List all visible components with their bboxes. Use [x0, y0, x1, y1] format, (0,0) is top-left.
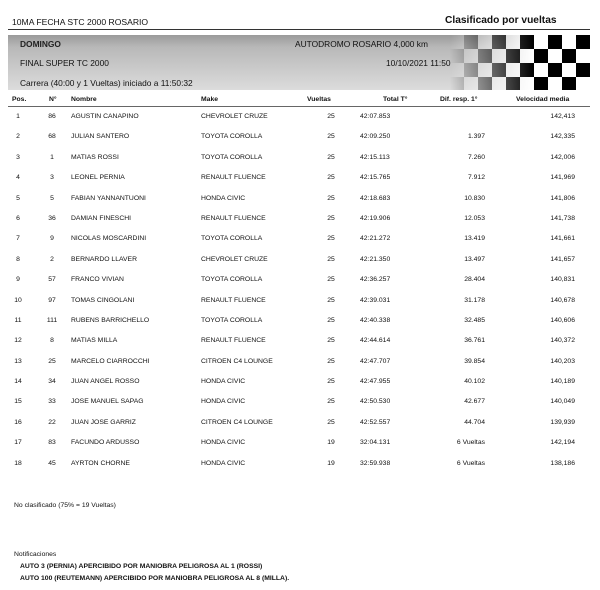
table-row: [0, 169, 600, 189]
average-speed: 139,939: [550, 418, 575, 426]
total-time: 32:04.131: [360, 439, 391, 447]
laps-completed: 25: [327, 316, 335, 324]
column-header-speed: Velocidad media: [516, 96, 570, 103]
total-time: 42:15.113: [360, 153, 390, 161]
car-make: TOYOTA COROLLA: [201, 133, 263, 141]
total-time: 42:21.350: [360, 255, 391, 263]
average-speed: 140,831: [550, 276, 575, 284]
result-position: 11: [14, 316, 22, 324]
driver-name: AGUSTIN CANAPINO: [71, 113, 139, 120]
result-position: 5: [16, 194, 20, 202]
laps-completed: 25: [327, 296, 335, 304]
driver-name: TOMAS CINGOLANI: [71, 296, 135, 304]
gap-to-leader: 44.704: [464, 418, 485, 426]
gap-to-leader: 7.912: [467, 174, 485, 182]
column-header-laps: Vueltas: [307, 96, 331, 103]
gap-to-leader: 40.102: [464, 378, 485, 386]
table-row: [0, 230, 600, 250]
result-position: 16: [14, 418, 22, 426]
car-number: 3: [50, 174, 54, 182]
laps-completed: 25: [327, 133, 335, 141]
event-title: 10MA FECHA STC 2000 ROSARIO: [12, 17, 149, 27]
banner-track: AUTODROMO ROSARIO 4,000 km: [295, 39, 428, 49]
car-number: 1: [50, 153, 54, 161]
car-make: TOYOTA COROLLA: [201, 153, 263, 161]
gap-to-leader: 32.485: [464, 316, 485, 324]
driver-name: MATIAS ROSSI: [71, 153, 119, 161]
average-speed: 138,186: [550, 459, 575, 467]
gap-to-leader: 13.419: [464, 235, 485, 243]
result-position: 15: [14, 398, 22, 406]
car-number: 45: [48, 459, 56, 467]
table-row: [0, 190, 600, 210]
car-number: 5: [50, 194, 54, 202]
car-number: 68: [48, 133, 56, 141]
total-time: 42:36.257: [360, 276, 391, 284]
average-speed: 141,969: [550, 174, 575, 182]
average-speed: 140,372: [550, 337, 575, 345]
car-number: 9: [50, 235, 54, 243]
car-make: CITROEN C4 LOUNGE: [201, 357, 273, 365]
car-make: RENAULT FLUENCE: [201, 296, 266, 304]
laps-completed: 19: [327, 459, 335, 467]
driver-name: MARCELO CIARROCCHI: [71, 357, 150, 365]
result-position: 10: [14, 296, 22, 304]
gap-to-leader: 42.677: [464, 398, 485, 406]
driver-name: RUBENS BARRICHELLO: [71, 316, 150, 324]
car-make: HONDA CIVIC: [201, 459, 246, 467]
table-row: [0, 455, 600, 475]
result-position: 2: [16, 133, 20, 141]
table-row: [0, 312, 600, 332]
total-time: 42:09.250: [360, 133, 391, 141]
result-position: 3: [16, 153, 20, 161]
result-position: 18: [14, 459, 22, 467]
car-make: RENAULT FLUENCE: [201, 337, 266, 345]
car-number: 36: [48, 214, 56, 222]
car-make: CITROEN C4 LOUNGE: [201, 418, 273, 426]
column-header-name: Nombre: [71, 96, 97, 103]
result-position: 9: [16, 276, 20, 284]
table-row: [0, 251, 600, 271]
table-row: [0, 332, 600, 352]
average-speed: 140,678: [550, 296, 575, 304]
total-time: 42:40.338: [360, 316, 391, 324]
driver-name: JOSE MANUEL SAPAG: [71, 398, 144, 406]
average-speed: 142,413: [550, 113, 575, 120]
car-number: 8: [50, 337, 54, 345]
driver-name: JULIAN SANTERO: [71, 133, 130, 141]
total-time: 42:07.853: [360, 113, 391, 120]
not-classified-note: No clasificado (75% = 19 Vueltas): [14, 502, 116, 509]
column-header-pos: Pos.: [12, 96, 27, 103]
total-time: 42:52.557: [360, 418, 391, 426]
car-make: HONDA CIVIC: [201, 398, 246, 406]
total-time: 42:47.707: [360, 357, 391, 365]
gap-to-leader: 6 Vueltas: [456, 439, 485, 447]
average-speed: 141,806: [550, 194, 575, 202]
car-make: RENAULT FLUENCE: [201, 214, 266, 222]
average-speed: 140,203: [550, 357, 575, 365]
gap-to-leader: 31.178: [464, 296, 485, 304]
car-make: CHEVROLET CRUZE: [201, 113, 268, 120]
column-header-num: N°: [49, 96, 57, 103]
column-header-make: Make: [201, 96, 219, 103]
driver-name: LEONEL PERNIA: [71, 174, 125, 182]
header-rule: [8, 29, 590, 30]
laps-completed: 25: [327, 255, 335, 263]
table-row: [0, 210, 600, 230]
table-row: [0, 393, 600, 413]
car-make: RENAULT FLUENCE: [201, 174, 266, 182]
laps-completed: 25: [327, 153, 335, 161]
average-speed: 140,049: [550, 398, 575, 406]
driver-name: FABIAN YANNANTUONI: [71, 194, 146, 202]
table-row: [0, 128, 600, 148]
banner-session: FINAL SUPER TC 2000: [20, 58, 109, 68]
car-make: HONDA CIVIC: [201, 439, 246, 447]
car-make: TOYOTA COROLLA: [201, 276, 263, 284]
average-speed: 141,657: [550, 255, 575, 263]
laps-completed: 25: [327, 337, 335, 345]
result-position: 14: [14, 378, 22, 386]
laps-completed: 25: [327, 194, 335, 202]
average-speed: 140,189: [550, 378, 575, 386]
laps-completed: 25: [327, 235, 335, 243]
laps-completed: 25: [327, 398, 335, 406]
result-position: 7: [16, 235, 20, 243]
notification-item: AUTO 100 (REUTEMANN) APERCIBIDO POR MANIOBRA PELIGROSA AL 8 (MILLA).: [20, 575, 290, 582]
banner-race-info: Carrera (40:00 y 1 Vueltas) iniciado a 11:50:32: [20, 78, 193, 88]
table-row: [0, 353, 600, 373]
table-row: [0, 292, 600, 312]
laps-completed: 25: [327, 214, 335, 222]
average-speed: 140,606: [550, 316, 575, 324]
car-number: 33: [48, 398, 56, 406]
total-time: 32:59.938: [360, 459, 391, 467]
total-time: 42:21.272: [360, 235, 391, 243]
average-speed: 142,006: [550, 153, 575, 161]
driver-name: FACUNDO ARDUSSO: [71, 439, 140, 447]
total-time: 42:50.530: [360, 398, 391, 406]
laps-completed: 25: [327, 276, 335, 284]
driver-name: MATIAS MILLA: [71, 337, 118, 345]
driver-name: DAMIAN FINESCHI: [71, 214, 132, 222]
gap-to-leader: 13.497: [464, 255, 485, 263]
average-speed: 141,738: [550, 214, 575, 222]
banner-day: DOMINGO: [20, 39, 61, 49]
gap-to-leader: 39.854: [464, 357, 485, 365]
car-number: 111: [46, 316, 58, 324]
notification-item: AUTO 3 (PERNIA) APERCIBIDO POR MANIOBRA PELIGROSA AL 1 (ROSSI): [20, 563, 263, 570]
table-row: [0, 434, 600, 454]
total-time: 42:15.765: [360, 174, 391, 182]
document-title: Clasificado por vueltas: [445, 15, 557, 26]
result-position: 4: [16, 174, 20, 182]
car-number: 34: [48, 378, 56, 386]
total-time: 42:44.614: [360, 337, 391, 345]
gap-to-leader: 1.397: [467, 133, 485, 141]
driver-name: BERNARDO LLAVER: [71, 255, 137, 263]
table-row: [0, 373, 600, 393]
result-position: 8: [16, 255, 20, 263]
car-number: 22: [48, 418, 56, 426]
gap-to-leader: 6 Vueltas: [456, 459, 485, 467]
result-position: 1: [16, 113, 20, 120]
car-number: 97: [48, 296, 56, 304]
notifications-title: Notificaciones: [14, 551, 57, 558]
table-header-rule: [8, 106, 590, 107]
laps-completed: 25: [327, 378, 335, 386]
car-make: HONDA CIVIC: [201, 378, 246, 386]
total-time: 42:47.955: [360, 378, 391, 386]
total-time: 42:39.031: [360, 296, 391, 304]
table-row: [0, 108, 600, 128]
laps-completed: 25: [327, 174, 335, 182]
results-table-body: [0, 108, 600, 475]
column-header-total: Total T°: [383, 96, 408, 103]
gap-to-leader: 36.761: [464, 337, 485, 345]
result-position: 12: [14, 337, 22, 345]
laps-completed: 25: [327, 113, 335, 120]
gap-to-leader: 12.053: [464, 214, 485, 222]
column-header-diff: Dif. resp. 1°: [440, 96, 478, 103]
car-make: HONDA CIVIC: [201, 194, 246, 202]
car-number: 2: [50, 255, 54, 263]
table-row: [0, 414, 600, 434]
driver-name: JUAN JOSE GARRIZ: [71, 418, 136, 426]
driver-name: JUAN ANGEL ROSSO: [71, 378, 140, 386]
car-number: 83: [48, 439, 56, 447]
table-row: [0, 271, 600, 291]
driver-name: NICOLAS MOSCARDINI: [71, 235, 147, 243]
car-make: CHEVROLET CRUZE: [201, 255, 268, 263]
average-speed: 141,661: [550, 235, 575, 243]
average-speed: 142,194: [550, 439, 575, 447]
gap-to-leader: 7.260: [467, 153, 485, 161]
banner-date: 10/10/2021 11:50: [386, 58, 451, 68]
total-time: 42:19.906: [360, 214, 391, 222]
laps-completed: 25: [327, 418, 335, 426]
gap-to-leader: 28.404: [464, 276, 485, 284]
car-make: TOYOTA COROLLA: [201, 316, 263, 324]
result-position: 6: [16, 214, 20, 222]
average-speed: 142,335: [550, 133, 575, 141]
driver-name: FRANCO VIVIAN: [71, 276, 124, 284]
session-banner: [8, 35, 590, 90]
laps-completed: 25: [327, 357, 335, 365]
car-number: 86: [48, 113, 56, 120]
total-time: 42:18.683: [360, 194, 391, 202]
car-number: 25: [48, 357, 56, 365]
table-row: [0, 149, 600, 169]
driver-name: AYRTON CHORNE: [71, 459, 130, 467]
checkered-flag-graphic: [450, 35, 590, 90]
result-position: 17: [14, 439, 22, 447]
result-position: 13: [14, 357, 22, 365]
car-make: TOYOTA COROLLA: [201, 235, 263, 243]
gap-to-leader: 10.830: [464, 194, 485, 202]
laps-completed: 19: [327, 439, 335, 447]
car-number: 57: [48, 276, 56, 284]
